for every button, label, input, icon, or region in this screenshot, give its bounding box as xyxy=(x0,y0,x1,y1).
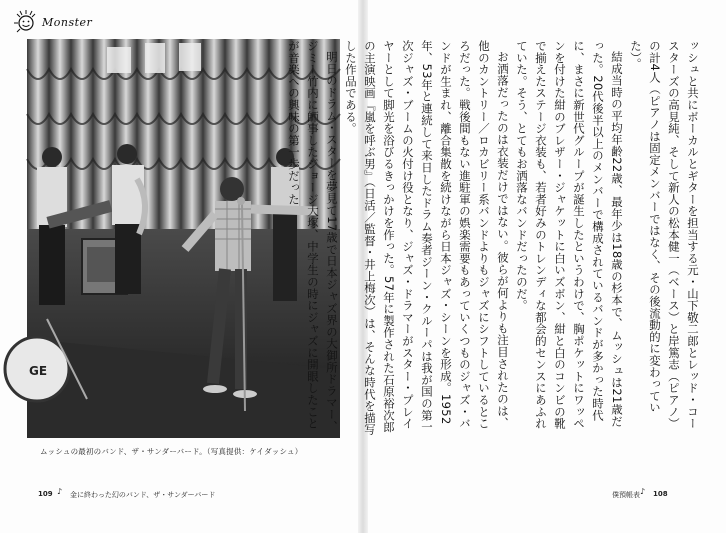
logo-text: Monster xyxy=(42,16,93,29)
page-number-left: 109 xyxy=(38,490,53,498)
body-paragraph: 結成当時の平均年齢22歳、最年少は18歳の杉本で、ムッシュは21歳だった。20代後半以上のメンバーで構成されているバンドが多かった時代に、まさに新世代グループが誕生したというわけで、胸ポケットにワッペンを付けた紺のブレザー・ジャケットに白いズボン、紺と白のコンビの靴で揃えたステージ衣装も、若者好みのトレンディな都会的センスにあふれていた。そう、とてもお洒落なバンドだったのだ。 xyxy=(515,40,624,430)
smiley-sun-icon xyxy=(12,8,42,38)
photo-caption: ムッシュの最初のバンド、ザ・サンダーバード。（写真提供：ケイダッシュ） xyxy=(40,447,303,456)
body-text xyxy=(287,40,702,437)
body-paragraph: お洒落だったのは衣装だけではない。彼らが何よりも注目されたのは、他のカントリー／ロカビリー系バンドよりもジャズにシフトしているところだった。戦後間もない進駐軍の娯楽需要もあっていくつものジャズ・バンドが生まれ、離合集散を続けながら日本ジャズ・シーンを形成。1952年、53年と連続して来日したドラム奏者ジーン・クルーパは我が国の第一次ジャズ・ブームの火付け役となり、ジャズ・ドラマーがスター・プレイヤーとして脚光を浴びるきっかけを作った。57年に製作された石原裕次郎の主演映画『嵐を呼ぶ男』（日活／監督・井上梅次）は、そんな時代を描写した作品である。 xyxy=(344,40,510,436)
chapter-title-footer: 金に終わった幻のバンド、ザ・サンダーバード xyxy=(70,491,216,499)
body-paragraph: 明日のドラム・スターを夢見て17歳で日本ジャズ界の大御所ドラマー、ジミー竹内に師事したジョージ大塚、中学生の時にジャズに開眼したことが音楽への興味の第一歩だった xyxy=(287,40,339,433)
bass-drum-text: GE xyxy=(29,364,48,378)
book-title-footer: 僕預帳表 xyxy=(612,491,640,499)
page-number-right: 108 xyxy=(653,490,668,498)
monster-logo xyxy=(12,8,112,42)
body-paragraph: ッシュと共にボーカルとギターを担当する元・山下敬二郎とレッド・コースターズの高見純、そして新人の松本健一（ベース）と岸篤志（ピアノ）の計4人（ピアノは固定メンバーではなく、その後流動的に変わっていた）。 xyxy=(629,40,700,430)
music-note-icon: ♪ xyxy=(57,487,63,496)
music-note-icon: ♪ xyxy=(640,487,646,496)
